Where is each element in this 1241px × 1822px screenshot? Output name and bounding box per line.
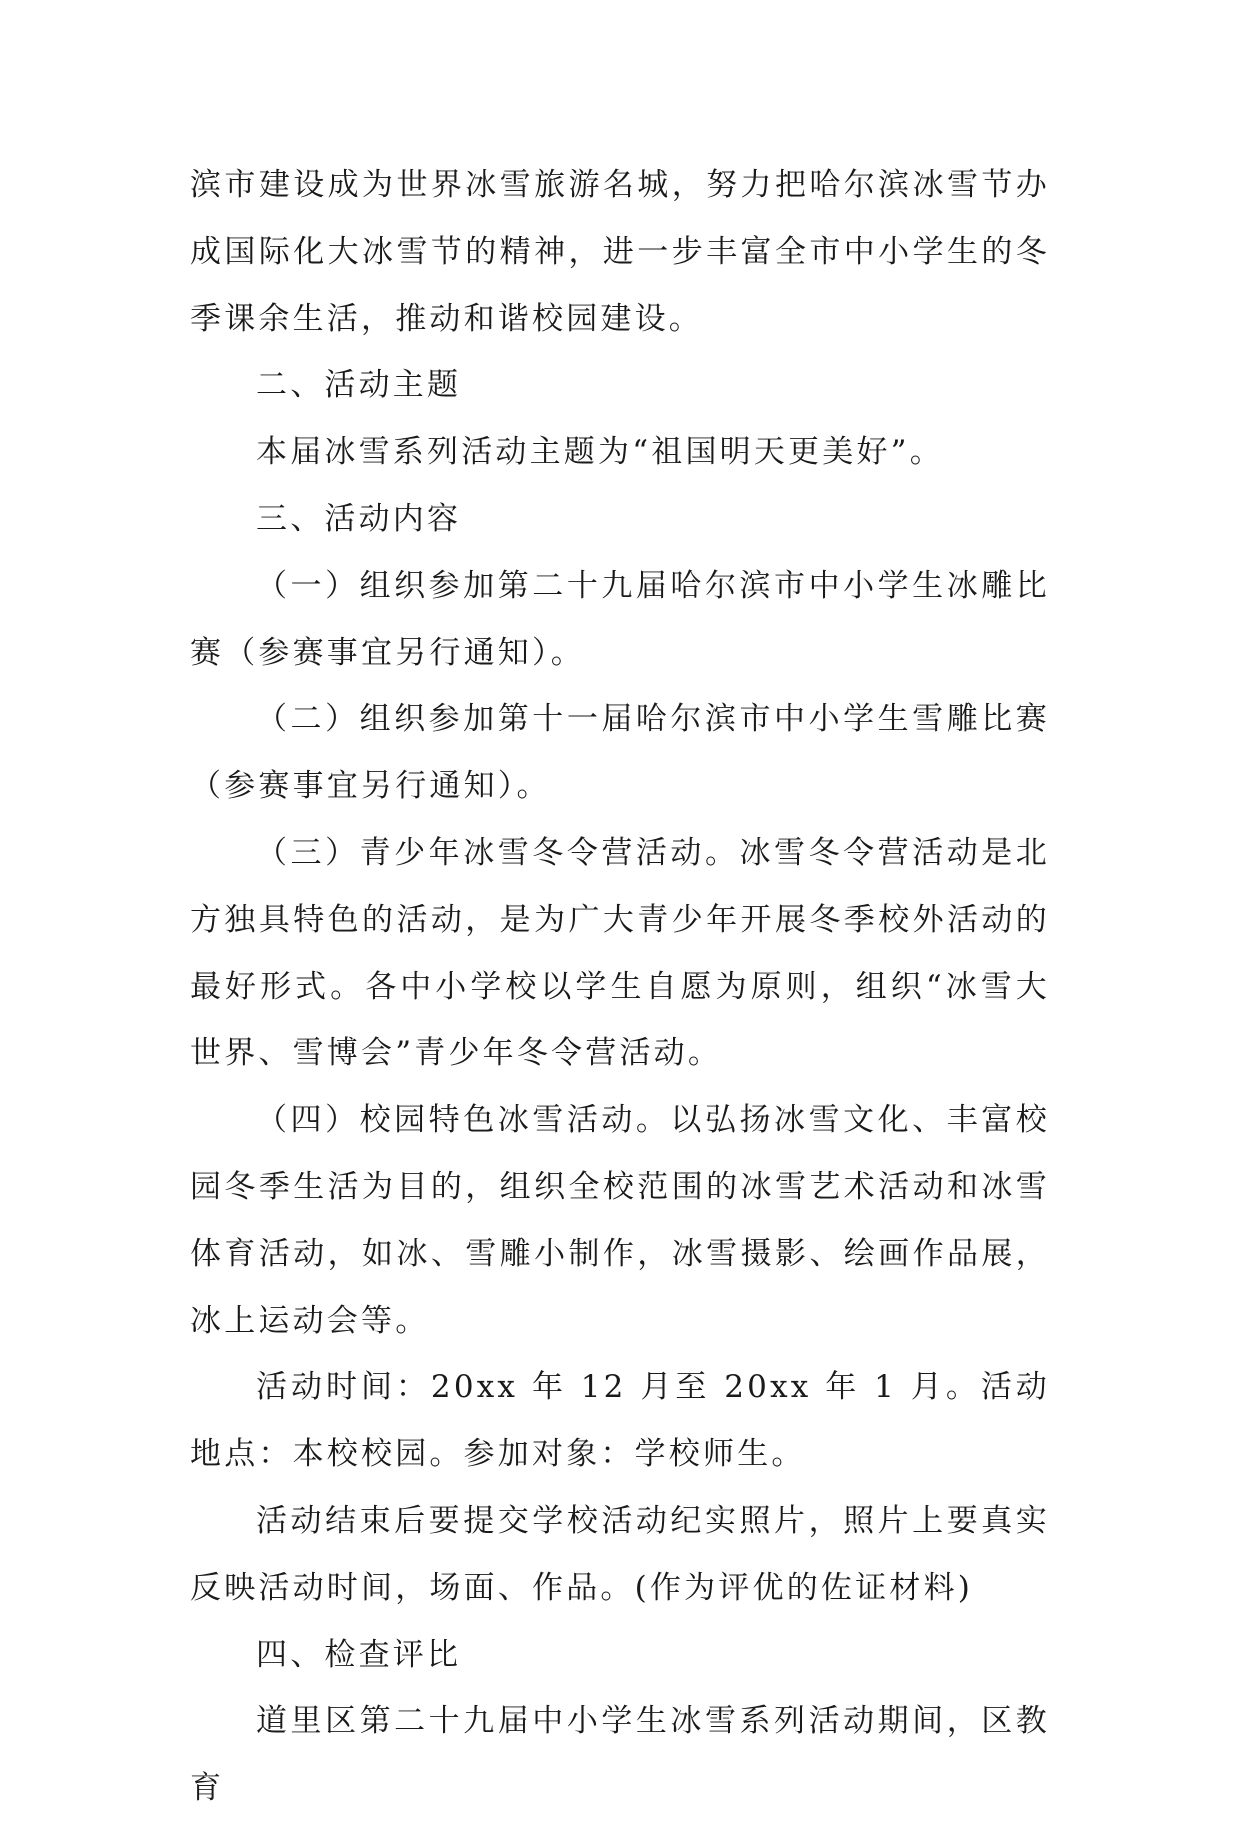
list-item: （二）组织参加第十一届哈尔滨市中小学生雪雕比赛（参赛事宜另行通知）。	[190, 701, 1050, 805]
body-paragraph: 本届冰雪系列活动主题为“祖国明天更美好”。	[256, 434, 944, 471]
section-heading: 四、检查评比	[256, 1636, 462, 1673]
body-paragraph: 滨市建设成为世界冰雪旅游名城，努力把哈尔滨冰雪节办成国际化大冰雪节的精神，进一步丰富全市中小学生的冬季课余生活，推动和谐校园建设。	[190, 167, 1050, 337]
list-item: （四）校园特色冰雪活动。以弘扬冰雪文化、丰富校园冬季生活为目的，组织全校范围的冰雪艺术活动和冰雪体育活动，如冰、雪雕小制作，冰雪摄影、绘画作品展，冰上运动会等。	[190, 1102, 1050, 1339]
section-heading: 三、活动内容	[256, 500, 462, 537]
list-item: （一）组织参加第二十九届哈尔滨市中小学生冰雕比赛（参赛事宜另行通知）。	[190, 567, 1050, 671]
list-item: （三）青少年冰雪冬令营活动。冰雪冬令营活动是北方独具特色的活动，是为广大青少年开展冬季校外活动的最好形式。各中小学校以学生自愿为原则，组织“冰雪大世界、雪博会”青少年冬令营活动。	[190, 834, 1050, 1072]
body-paragraph: 活动时间：20xx 年 12 月至 20xx 年 1 月。活动地点：本校校园。参加对象：学校师生。	[190, 1369, 1050, 1473]
body-paragraph: 道里区第二十九届中小学生冰雪系列活动期间，区教育	[190, 1703, 1050, 1807]
document-body	[190, 152, 1050, 1822]
body-paragraph: 活动结束后要提交学校活动纪实照片，照片上要真实反映活动时间，场面、作品。(作为评优的佐证材料)	[190, 1502, 1050, 1606]
section-heading: 二、活动主题	[256, 367, 462, 404]
